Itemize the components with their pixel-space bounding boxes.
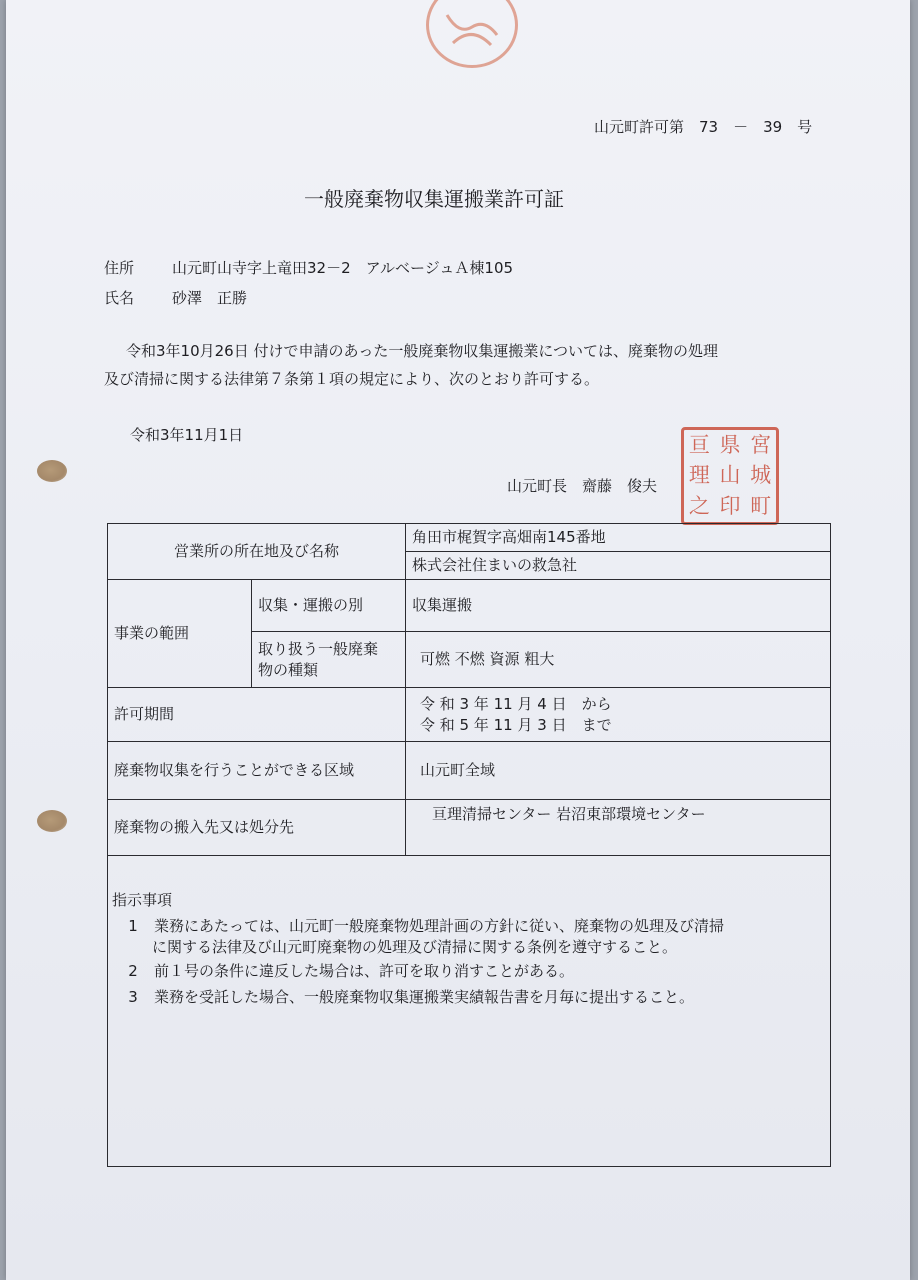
- area-value: 山元町全域: [406, 742, 831, 800]
- office-address: 角田市梶賀字高畑南145番地: [406, 524, 831, 552]
- instruction-text: 業務を受託した場合、一般廃棄物収集運搬業実績報告書を月毎に提出すること。: [154, 988, 695, 1006]
- waste-types-label: [252, 632, 406, 688]
- name-value: 砂澤 正勝: [172, 289, 248, 307]
- permit-details-table: [107, 523, 831, 1167]
- instruction-number: 1: [128, 917, 138, 936]
- waste-types-label-line-1: 取り扱う一般廃棄: [258, 640, 379, 659]
- seal-char: 之: [688, 494, 710, 519]
- instruction-item: [112, 987, 824, 1007]
- instruction-item: [112, 916, 824, 957]
- top-stamp-mark: [426, 0, 518, 68]
- instructions-heading: 指示事項: [112, 891, 173, 909]
- issue-date: 令和3年11月1日: [130, 426, 244, 444]
- scope-label: 事業の範囲: [108, 580, 252, 688]
- instruction-text: 前１号の条件に違反した場合は、許可を取り消すことがある。: [154, 961, 575, 980]
- office-name: 株式会社住まいの救急社: [406, 552, 831, 580]
- permit-document-page: [6, 0, 910, 1280]
- issuer-name: 山元町長 齋藤 俊夫: [507, 477, 658, 495]
- instructions-section: [108, 856, 831, 1167]
- destination-value: 亘理清掃センター 岩沼東部環境センター: [406, 800, 831, 856]
- seal-char: 理: [688, 463, 710, 488]
- body-text-line-1: 令和3年10月26日 付けで申請のあった一般廃棄物収集運搬業については、廃棄物の処理: [126, 342, 719, 360]
- instruction-line: 業務にあたっては、山元町一般廃棄物処理計画の方針に従い、廃棄物の処理及び清掃: [154, 917, 725, 936]
- seal-char: 城: [750, 463, 772, 488]
- instruction-line: に関する法律及び山元町廃棄物の処理及び清掃に関する条例を遵守すること。: [152, 937, 678, 956]
- seal-char: 山: [719, 463, 741, 488]
- collection-type-label: 収集・運搬の別: [252, 580, 406, 632]
- address-value: 山元町山寺字上竜田32－2 アルベージュＡ棟105: [172, 259, 514, 277]
- punch-hole-upper: [37, 460, 67, 482]
- seal-char: 県: [719, 432, 741, 457]
- instruction-number: 3: [128, 988, 138, 1006]
- collection-type-value: 収集運搬: [406, 580, 831, 632]
- permit-number: 山元町許可第 73 － 39 号: [594, 118, 813, 136]
- waste-types-value: 可燃 不燃 資源 粗大: [406, 632, 831, 688]
- official-seal: [681, 427, 779, 525]
- seal-char: 町: [750, 494, 772, 519]
- document-title: 一般廃棄物収集運搬業許可証: [304, 187, 564, 211]
- period-label: 許可期間: [108, 688, 406, 742]
- instruction-text: [154, 916, 824, 957]
- office-label: 営業所の所在地及び名称: [108, 524, 406, 580]
- name-label: 氏名: [104, 289, 135, 307]
- seal-char: 亘: [688, 432, 710, 457]
- period-value: [406, 688, 831, 742]
- period-to: 令 和 5 年 11 月 3 日 まで: [420, 715, 612, 734]
- instruction-number: 2: [128, 961, 138, 980]
- seal-char: 宮: [750, 432, 772, 457]
- waste-types-label-line-2: 物の種類: [258, 660, 319, 679]
- punch-hole-lower: [37, 810, 67, 832]
- period-from: 令 和 3 年 11 月 4 日 から: [420, 695, 612, 714]
- address-label: 住所: [104, 259, 135, 277]
- seal-char: 印: [719, 494, 741, 519]
- body-text-line-2: 及び清掃に関する法律第７条第１項の規定により、次のとおり許可する。: [104, 370, 600, 388]
- instruction-item: [112, 961, 824, 981]
- area-label: 廃棄物収集を行うことができる区域: [108, 742, 406, 800]
- destination-label: 廃棄物の搬入先又は処分先: [108, 800, 406, 856]
- stamp-swirl-icon: [429, 0, 515, 65]
